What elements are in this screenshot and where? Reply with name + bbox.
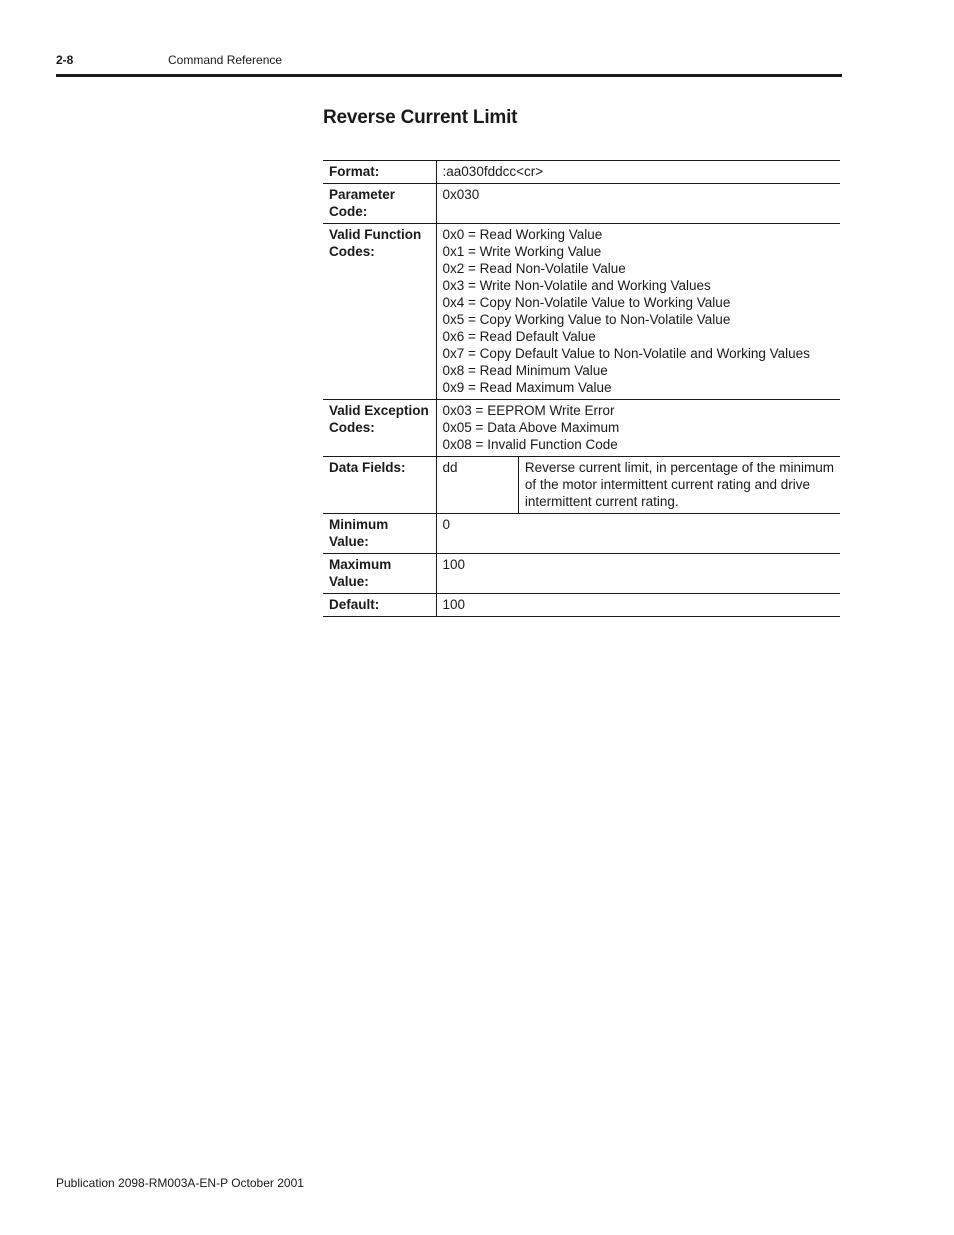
header-rule: [56, 74, 842, 77]
default-value: 100: [436, 594, 840, 617]
exception-code-item: 0x05 = Data Above Maximum: [442, 420, 620, 435]
function-code-item: 0x8 = Read Minimum Value: [442, 363, 608, 378]
parameter-code-value: 0x030: [436, 184, 840, 224]
label-line: Valid Exception: [329, 403, 429, 418]
data-field-description: [518, 457, 840, 514]
minimum-value-label: [323, 514, 436, 554]
label-line: Codes:: [329, 244, 375, 259]
valid-exception-codes-label: [323, 400, 436, 457]
row-valid-function-codes: [323, 224, 840, 400]
label-line: Value:: [329, 534, 369, 549]
command-spec-table: [323, 160, 840, 617]
label-line: Value:: [329, 574, 369, 589]
function-code-item: 0x7 = Copy Default Value to Non-Volatile and Working Values: [442, 346, 810, 361]
label-line: Parameter: [329, 187, 396, 202]
page-header: [56, 52, 842, 70]
page-footer: Publication 2098-RM003A-EN-P October 2001: [56, 1176, 304, 1190]
valid-exception-codes-list: [436, 400, 840, 457]
default-label: Default:: [323, 594, 436, 617]
row-valid-exception-codes: [323, 400, 840, 457]
maximum-value-label: [323, 554, 436, 594]
label-line: Code:: [329, 204, 368, 219]
label-line: Valid Function: [329, 227, 422, 242]
row-parameter-code: [323, 184, 840, 224]
data-fields-label: Data Fields:: [323, 457, 436, 514]
description-line: of the motor intermittent current rating and drive: [524, 477, 811, 492]
function-code-item: 0x1 = Write Working Value: [442, 244, 602, 259]
row-format: [323, 161, 840, 184]
exception-code-item: 0x03 = EEPROM Write Error: [442, 403, 615, 418]
label-line: Minimum: [329, 517, 389, 532]
function-code-item: 0x5 = Copy Working Value to Non-Volatile Value: [442, 312, 731, 327]
label-line: Maximum: [329, 557, 392, 572]
format-value: :aa030fddcc<cr>: [436, 161, 840, 184]
row-data-fields: [323, 457, 840, 514]
valid-function-codes-label: [323, 224, 436, 400]
function-code-item: 0x2 = Read Non-Volatile Value: [442, 261, 626, 276]
section-name: Command Reference: [168, 53, 283, 67]
page-number: 2-8: [56, 53, 74, 67]
format-label: Format:: [323, 161, 436, 184]
parameter-code-label: [323, 184, 436, 224]
page-title: Reverse Current Limit: [323, 107, 518, 128]
row-default: [323, 594, 840, 617]
label-line: Codes:: [329, 420, 375, 435]
function-code-item: 0x0 = Read Working Value: [442, 227, 603, 242]
function-code-item: 0x4 = Copy Non-Volatile Value to Working Value: [442, 295, 731, 310]
description-line: intermittent current rating.: [524, 494, 679, 509]
maximum-value: 100: [436, 554, 840, 594]
minimum-value: 0: [436, 514, 840, 554]
exception-code-item: 0x08 = Invalid Function Code: [442, 437, 618, 452]
function-code-item: 0x3 = Write Non-Volatile and Working Values: [442, 278, 711, 293]
row-minimum-value: [323, 514, 840, 554]
data-field-name: dd: [436, 457, 518, 514]
description-line: Reverse current limit, in percentage of the minimum: [524, 460, 834, 475]
row-maximum-value: [323, 554, 840, 594]
function-code-item: 0x6 = Read Default Value: [442, 329, 596, 344]
function-code-item: 0x9 = Read Maximum Value: [442, 380, 612, 395]
valid-function-codes-list: [436, 224, 840, 400]
